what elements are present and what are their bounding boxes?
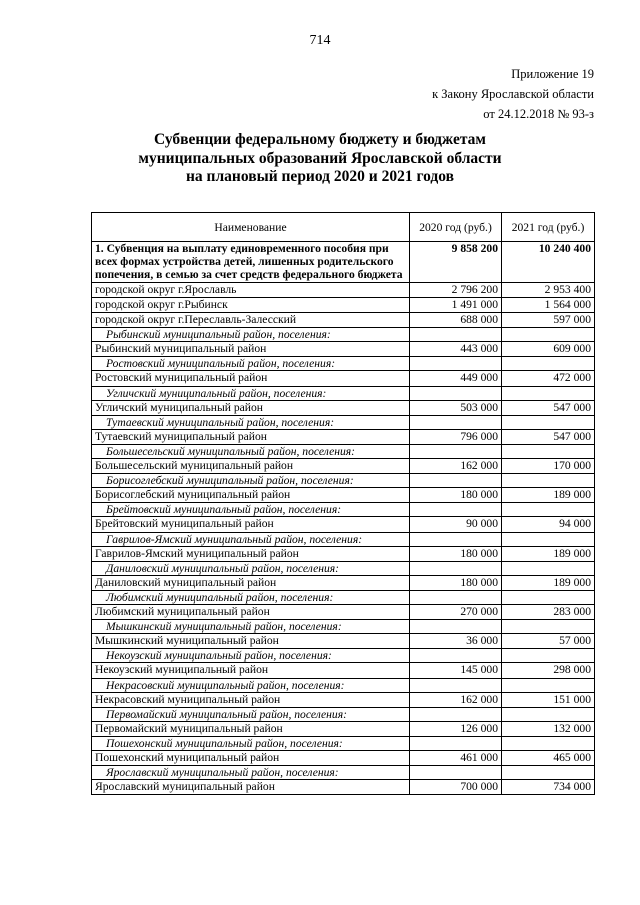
table-row: [92, 400, 595, 415]
value-2021-cell: 298 000: [502, 663, 595, 678]
table-subheader-row: [92, 532, 595, 546]
value-2021-cell: [502, 532, 595, 546]
value-2021-cell: 170 000: [502, 459, 595, 474]
table-row: [92, 371, 595, 386]
row-name-cell: Первомайский муниципальный район, поселения:: [92, 707, 410, 721]
row-name-cell: Пошехонский муниципальный район, поселения:: [92, 737, 410, 751]
value-2020-cell: 162 000: [410, 692, 502, 707]
value-2020-cell: [410, 474, 502, 488]
row-name-cell: Любимский муниципальный район, поселения:: [92, 591, 410, 605]
row-name-cell: Мышкинский муниципальный район: [92, 634, 410, 649]
value-2020-cell: 1 491 000: [410, 297, 502, 312]
row-name-cell: Некоузский муниципальный район, поселения:: [92, 649, 410, 663]
row-name-cell: Ростовский муниципальный район, поселения:: [92, 357, 410, 371]
table-subheader-row: [92, 678, 595, 692]
title-line: Субвенции федеральному бюджету и бюджетам: [154, 131, 486, 148]
value-2021-cell: 734 000: [502, 780, 595, 795]
header-name: Наименование: [92, 213, 410, 242]
value-2020-cell: 180 000: [410, 546, 502, 561]
value-2021-cell: [502, 678, 595, 692]
table-subheader-row: [92, 357, 595, 371]
value-2021-cell: 1 564 000: [502, 297, 595, 312]
value-2021-cell: 2 953 400: [502, 282, 595, 297]
value-2021-cell: 57 000: [502, 634, 595, 649]
value-2020-cell: [410, 591, 502, 605]
title-line: муниципальных образований Ярославской области: [138, 149, 502, 167]
value-2020-cell: [410, 620, 502, 634]
row-name-cell: Даниловский муниципальный район, поселения:: [92, 561, 410, 575]
row-name-cell: Ярославский муниципальный район, поселения:: [92, 766, 410, 780]
value-2021-cell: 609 000: [502, 342, 595, 357]
appendix-line: к Закону Ярославской области: [432, 87, 594, 101]
value-2020-cell: 443 000: [410, 342, 502, 357]
row-name-cell: Некрасовский муниципальный район, поселения:: [92, 678, 410, 692]
table-subheader-row: [92, 707, 595, 721]
table-row: [92, 692, 595, 707]
value-2020-cell: 180 000: [410, 575, 502, 590]
row-name-cell: Тутаевский муниципальный район, поселения:: [92, 415, 410, 429]
value-2021-cell: [502, 386, 595, 400]
table-subheader-row: [92, 649, 595, 663]
value-2020-cell: 162 000: [410, 459, 502, 474]
row-name-cell: Угличский муниципальный район: [92, 400, 410, 415]
table-row: [92, 663, 595, 678]
appendix-line: Приложение 19: [511, 67, 594, 81]
header-2021: 2021 год (руб.): [502, 213, 595, 242]
value-2021-cell: 189 000: [502, 546, 595, 561]
value-2020-cell: 180 000: [410, 488, 502, 503]
appendix-line: от 24.12.2018 № 93-з: [483, 107, 594, 121]
row-name-cell: 1. Субвенция на выплату единовременного пособия при всех формах устройства детей, лишенных родительского попечения, в семью за счет средств федерального бюджета: [92, 242, 410, 283]
row-name-cell: Большесельский муниципальный район: [92, 459, 410, 474]
value-2020-cell: [410, 357, 502, 371]
table-subheader-row: [92, 737, 595, 751]
header-2020: 2020 год (руб.): [410, 213, 502, 242]
table-row: [92, 517, 595, 532]
value-2020-cell: [410, 532, 502, 546]
row-name-cell: Угличский муниципальный район, поселения:: [92, 386, 410, 400]
document-title: [0, 131, 640, 187]
table-row: [92, 429, 595, 444]
table-row: [92, 297, 595, 312]
row-name-cell: Большесельский муниципальный район, поселения:: [92, 445, 410, 459]
table-row: [92, 605, 595, 620]
value-2021-cell: [502, 649, 595, 663]
row-name-cell: Ярославский муниципальный район: [92, 780, 410, 795]
value-2020-cell: 9 858 200: [410, 242, 502, 283]
row-name-cell: городской округ г.Ярославль: [92, 282, 410, 297]
subvention-table: [91, 212, 595, 795]
row-name-cell: Любимский муниципальный район: [92, 605, 410, 620]
value-2020-cell: 503 000: [410, 400, 502, 415]
row-name-cell: Брейтовский муниципальный район: [92, 517, 410, 532]
value-2021-cell: 547 000: [502, 400, 595, 415]
value-2021-cell: 189 000: [502, 575, 595, 590]
row-name-cell: Рыбинский муниципальный район, поселения:: [92, 328, 410, 342]
value-2020-cell: [410, 707, 502, 721]
row-name-cell: Некрасовский муниципальный район: [92, 692, 410, 707]
value-2020-cell: 270 000: [410, 605, 502, 620]
table-subheader-row: [92, 474, 595, 488]
value-2020-cell: 449 000: [410, 371, 502, 386]
value-2021-cell: 465 000: [502, 751, 595, 766]
table-row: [92, 780, 595, 795]
value-2021-cell: [502, 591, 595, 605]
row-name-cell: Тутаевский муниципальный район: [92, 429, 410, 444]
title-line: на плановый период 2020 и 2021 годов: [186, 168, 454, 185]
value-2021-cell: [502, 737, 595, 751]
table-subheader-row: [92, 561, 595, 575]
value-2020-cell: [410, 649, 502, 663]
table-row: [92, 488, 595, 503]
value-2021-cell: 283 000: [502, 605, 595, 620]
value-2021-cell: [502, 503, 595, 517]
value-2020-cell: 36 000: [410, 634, 502, 649]
value-2021-cell: [502, 707, 595, 721]
value-2021-cell: [502, 561, 595, 575]
row-name-cell: Гаврилов-Ямский муниципальный район, поселения:: [92, 532, 410, 546]
value-2021-cell: 547 000: [502, 429, 595, 444]
value-2020-cell: [410, 445, 502, 459]
value-2020-cell: [410, 415, 502, 429]
value-2021-cell: 472 000: [502, 371, 595, 386]
value-2020-cell: [410, 678, 502, 692]
table-subheader-row: [92, 766, 595, 780]
table-subheader-row: [92, 620, 595, 634]
value-2020-cell: 2 796 200: [410, 282, 502, 297]
row-name-cell: городской округ г.Переславль-Залесский: [92, 313, 410, 328]
table-row: [92, 342, 595, 357]
row-name-cell: Брейтовский муниципальный район, поселения:: [92, 503, 410, 517]
row-name-cell: Борисоглебский муниципальный район: [92, 488, 410, 503]
value-2021-cell: [502, 445, 595, 459]
value-2020-cell: [410, 503, 502, 517]
table-row: [92, 282, 595, 297]
value-2020-cell: 688 000: [410, 313, 502, 328]
value-2021-cell: 94 000: [502, 517, 595, 532]
row-name-cell: Борисоглебский муниципальный район, поселения:: [92, 474, 410, 488]
table-subheader-row: [92, 328, 595, 342]
value-2021-cell: [502, 474, 595, 488]
value-2021-cell: [502, 415, 595, 429]
row-name-cell: городской округ г.Рыбинск: [92, 297, 410, 312]
value-2020-cell: 126 000: [410, 721, 502, 736]
value-2021-cell: 10 240 400: [502, 242, 595, 283]
table-row: [92, 242, 595, 283]
row-name-cell: Пошехонский муниципальный район: [92, 751, 410, 766]
value-2021-cell: 597 000: [502, 313, 595, 328]
table-row: [92, 459, 595, 474]
row-name-cell: Ростовский муниципальный район: [92, 371, 410, 386]
value-2021-cell: [502, 328, 595, 342]
value-2020-cell: [410, 386, 502, 400]
table-subheader-row: [92, 386, 595, 400]
table-subheader-row: [92, 503, 595, 517]
table-body: [92, 242, 595, 795]
table-row: [92, 634, 595, 649]
table-row: [92, 313, 595, 328]
value-2020-cell: [410, 766, 502, 780]
value-2021-cell: [502, 357, 595, 371]
table-row: [92, 546, 595, 561]
page-number: 714: [309, 33, 331, 48]
value-2021-cell: 189 000: [502, 488, 595, 503]
row-name-cell: Гаврилов-Ямский муниципальный район: [92, 546, 410, 561]
table-subheader-row: [92, 445, 595, 459]
value-2020-cell: 700 000: [410, 780, 502, 795]
row-name-cell: Рыбинский муниципальный район: [92, 342, 410, 357]
table-subheader-row: [92, 415, 595, 429]
table-row: [92, 721, 595, 736]
row-name-cell: Даниловский муниципальный район: [92, 575, 410, 590]
row-name-cell: Мышкинский муниципальный район, поселения:: [92, 620, 410, 634]
table-row: [92, 575, 595, 590]
value-2020-cell: [410, 737, 502, 751]
table-header-row: [92, 213, 595, 242]
row-name-cell: Первомайский муниципальный район: [92, 721, 410, 736]
table-row: [92, 751, 595, 766]
value-2020-cell: 145 000: [410, 663, 502, 678]
value-2021-cell: 132 000: [502, 721, 595, 736]
table-subheader-row: [92, 591, 595, 605]
appendix-block: [432, 64, 594, 124]
value-2020-cell: [410, 328, 502, 342]
value-2020-cell: 90 000: [410, 517, 502, 532]
value-2020-cell: 796 000: [410, 429, 502, 444]
value-2020-cell: [410, 561, 502, 575]
value-2021-cell: 151 000: [502, 692, 595, 707]
value-2020-cell: 461 000: [410, 751, 502, 766]
row-name-cell: Некоузский муниципальный район: [92, 663, 410, 678]
value-2021-cell: [502, 620, 595, 634]
value-2021-cell: [502, 766, 595, 780]
